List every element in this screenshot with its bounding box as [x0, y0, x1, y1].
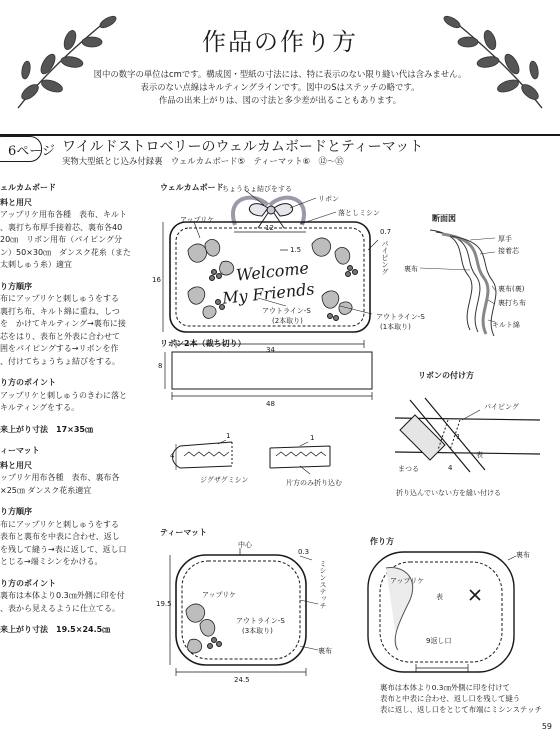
- ribbon-heading: リボン2本（裁ち切り）: [160, 339, 246, 348]
- attach-tie-label: まつる: [398, 465, 419, 473]
- tm-outline-count: (3本取り): [242, 627, 273, 635]
- ribbon-dim-4: 4: [170, 452, 175, 460]
- cs-batting-label: キルト綿: [492, 321, 520, 329]
- intro-line: 作品の出来上がりは、図の寸法と多少差が出ることもあります。: [158, 95, 402, 106]
- instruction-line: 、付けてちょうちょ結びをする。: [0, 356, 120, 366]
- instruction-line: とじる→端ミシンをかける。: [0, 557, 103, 566]
- outline-right-count: (1本取り): [380, 323, 411, 331]
- dim-0-7: 0.7: [380, 228, 392, 236]
- tm-dim-24-5: 24.5: [234, 676, 250, 684]
- cs-heavy-label: 厚手: [498, 235, 512, 243]
- attach-dim-1: 1: [456, 433, 461, 441]
- instruction-line: ×25㎝ ダンスク花糸適宜: [0, 485, 92, 495]
- method-front-label: 表: [436, 593, 443, 601]
- instruction-heading: ィーマット: [0, 446, 40, 455]
- instruction-line: を かけてキルティング→裏布に接: [0, 319, 126, 328]
- method-applique-label: アップリケ: [390, 577, 425, 585]
- instruction-line: 、裏打ち布厚手接着芯、裏布各40: [0, 222, 123, 232]
- instruction-line: 裏打ち布、キルト綿に重ね、しつ: [0, 306, 120, 316]
- instruction-line: 芯をはり、表布と外表に合わせて: [0, 331, 120, 341]
- dim-34: 34: [266, 346, 275, 354]
- spacer: [0, 436, 160, 443]
- instruction-line: 、表から見えるように仕立てる。: [0, 603, 120, 613]
- attach-note: 折り込んでいない方を縫い付ける: [396, 489, 501, 497]
- tm-back-label: 裏布: [318, 647, 332, 655]
- center-label: 中心: [238, 541, 252, 549]
- instruction-line: ン）50×30㎝ ダンスク花糸（また: [0, 247, 131, 257]
- instruction-line: キルティングをする。: [0, 403, 80, 412]
- method-heading: 作り方: [370, 537, 394, 546]
- instruction-heading: り方順序: [0, 507, 32, 516]
- instruction-line: 太刺しゅう糸）適宜: [0, 260, 72, 269]
- instructions-column: [0, 180, 163, 637]
- instruction-line: 20㎝ リボン用布（パイピング分: [0, 235, 123, 244]
- tm-dim-0-3: 0.3: [298, 548, 310, 556]
- dim-12: 12: [265, 224, 274, 232]
- tm-outline-label: アウトライン-S: [236, 617, 285, 625]
- method-note-line: 裏布は本体より0.3㎝外側に印を付けて: [380, 683, 511, 692]
- applique-label: アップリケ: [180, 216, 215, 224]
- tm-dim-19-5: 19.5: [156, 600, 172, 608]
- friends-text: My Friends: [221, 279, 316, 308]
- instruction-heading: ェルカムボード: [0, 183, 56, 192]
- instruction-line: 布にアップリケと刺しゅうをする: [0, 294, 119, 303]
- instruction-line: アップリケ用布各種 表布、キルト: [0, 210, 127, 219]
- project-title: ワイルドストロベリーのウェルカムボードとティーマット: [62, 139, 424, 155]
- instruction-line: を残して縫う→表に返して、返し口: [0, 544, 127, 554]
- spacer: [0, 497, 160, 504]
- ribbon-attach-heading: リボンの付け方: [418, 371, 474, 380]
- spacer: [0, 569, 160, 576]
- page-tab-label: 6ページ: [8, 144, 56, 159]
- instruction-line: アップリケと刺しゅうのきわに落と: [0, 390, 127, 400]
- attach-front-label: 表: [476, 451, 483, 459]
- intro-line: 表示のない点線はキルティングラインです。図中のSはステッチの略です。: [140, 82, 420, 93]
- tea-mat-heading: ティーマット: [160, 528, 208, 537]
- cs-lining-label: 裏打ち布: [498, 299, 526, 307]
- outline-right-label: アウトライン-S: [376, 313, 425, 321]
- tea-mat-diagram: [170, 548, 318, 676]
- instruction-heading: り方のポイント: [0, 578, 56, 588]
- dim-16: 16: [152, 276, 161, 284]
- cs-back-label: 裏布: [404, 265, 418, 273]
- instruction-heading: 料と用尺: [0, 197, 32, 207]
- outline-left-label: アウトライン-S: [262, 307, 311, 315]
- ribbon-diagram: [165, 352, 372, 474]
- outline-left-count: (2本取り): [272, 317, 303, 325]
- instruction-heading: り方順序: [0, 281, 32, 291]
- piping-label: パイピング: [381, 240, 389, 275]
- intro-line: 図中の数字の単位はcmです。構成図・型紙の寸法には、特に表示のない限り縫い代は含みません。: [93, 69, 467, 79]
- bow-label: ちょうちょ結びをする: [222, 185, 292, 193]
- cross-section-heading: 断面図: [432, 214, 456, 223]
- project-subtitle: 実物大型紙とじ込み付録裏 ウェルカムボード⑤ ティーマット⑥ ⑫〜⑮: [62, 156, 344, 166]
- intro-notes: [60, 68, 500, 108]
- spacer: [0, 368, 160, 375]
- method-diagram: [368, 552, 516, 672]
- cs-interfacing-label: 接着芯: [498, 247, 519, 255]
- instruction-line: 囲をパイピングする→リボンを作: [0, 344, 119, 353]
- method-note-line: 表に返し、返し口をとじて布端にミシンステッチ: [380, 705, 543, 714]
- spacer: [0, 415, 160, 422]
- edge-stitch-label: 落としミシン: [338, 209, 380, 217]
- method-notes: [380, 682, 542, 715]
- instruction-line: ップリケ用布各種 表布、裏布各: [0, 473, 120, 482]
- instruction-line: 裏布は本体より0.3㎝外側に印を付: [0, 591, 125, 600]
- ribbon-label: リボン: [318, 195, 339, 203]
- spacer: [0, 615, 160, 622]
- attach-piping-label: パイピング: [484, 403, 519, 411]
- ribbon-dim-48: 48: [266, 400, 275, 408]
- page-number: 59: [541, 722, 552, 731]
- welcome-text: Welcome: [235, 258, 310, 285]
- page-title: 作品の作り方: [202, 28, 358, 56]
- instruction-heading: 来上がり寸法 17×35㎝: [0, 424, 93, 434]
- ribbon-dim-1b: 1: [310, 434, 315, 442]
- method-back-label: 裏布: [516, 551, 530, 559]
- welcome-board-heading: ウェルカムボード: [160, 183, 224, 192]
- method-note-line: 表布と中表に合わせ、返し口を残して縫う: [380, 694, 521, 703]
- cross-section-diagram: [420, 230, 496, 336]
- instruction-heading: 来上がり寸法 19.5×24.5㎝: [0, 625, 111, 634]
- tm-applique-label: アップリケ: [202, 591, 237, 599]
- cs-back-wrong-label: 裏布(裏): [498, 285, 525, 293]
- instruction-heading: 料と用尺: [0, 460, 32, 470]
- instruction-line: 表布と裏布を中表に合わせ、返し: [0, 532, 120, 541]
- fold-label: 片方のみ折り込む: [286, 479, 342, 487]
- zigzag-label: ジグザグミシン: [200, 476, 249, 484]
- method-opening-label: 9返し口: [426, 637, 452, 645]
- instruction-heading: り方のポイント: [0, 378, 56, 387]
- ribbon-dim-1a: 1: [226, 432, 231, 440]
- ribbon-dim-8: 8: [158, 362, 163, 370]
- spacer: [0, 272, 160, 279]
- dim-1-5: 1.5: [290, 246, 302, 254]
- tm-stitch-label: ミシンステッチ: [319, 560, 327, 609]
- attach-dim-4: 4: [448, 464, 453, 472]
- instruction-line: 布にアップリケと刺しゅうをする: [0, 519, 119, 529]
